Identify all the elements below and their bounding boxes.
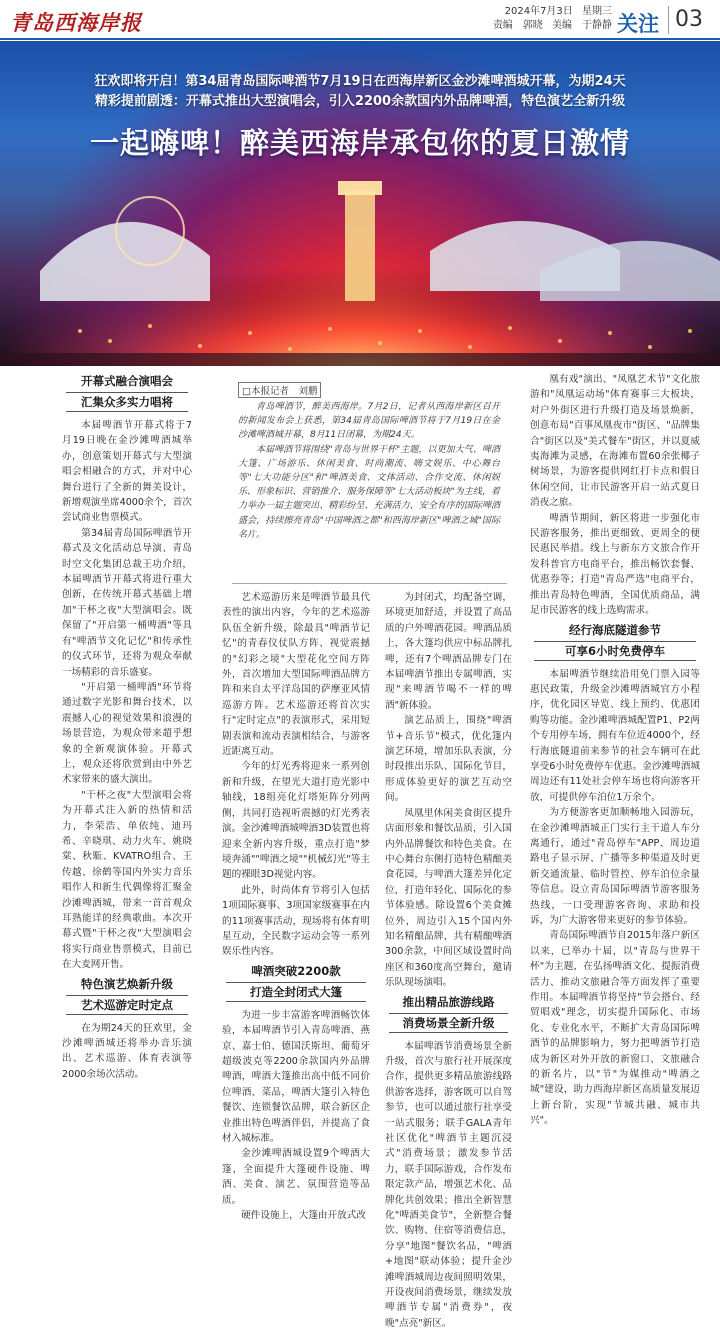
designer-credit: 美编 于静静 (552, 20, 612, 31)
paragraph: "开启第一桶啤酒"环节将通过数字光影和舞台技术，以震撼人心的视觉效果和浪漫的场景营造，为观众带来超乎想象的全新观演体验。开幕式上，观众还将欣赏到由中外艺术家带来的盛大演出。 (62, 681, 192, 786)
header-rule (0, 38, 720, 40)
section-title-line: 可享6小时免费停车 (534, 641, 696, 661)
subhead-line-1: 狂欢即将开启！第34届青岛国际啤酒节7月19日在西海岸新区金沙滩啤酒城开幕，为期24天 (94, 74, 626, 89)
lede-paragraph: 本届啤酒节将围绕"青岛与世界干杯"主题，以更加大气、啤酒大篷、广场游乐、休闲美食、时尚潮流、嗨文娱乐、中心舞台等"七大功能分区"和"啤酒美食、文体活动、合作交流、休闲娱乐、形象标识、营销推介、服务保障等"七大活动板块"为主线，着力举办一届主题突出、精彩纷呈、充满活力、安全有序的国际啤酒盛会，持续擦亮青岛"中国啤酒之都"和西海岸新区"啤酒之城"国际名片。 (238, 444, 500, 540)
paragraph: 为进一步丰富游客啤酒畅饮体验，本届啤酒节引入青岛啤酒、燕京、嘉士伯、德国沃斯坦、葡萄牙超级波克等2200余款国内外品牌啤酒，啤酒大篷推出高中低不同价位啤酒、菜品，啤酒大篷引入特色餐饮、连锁餐饮品牌，联合新区企业推出特色啤酒伴侣，并提高了食材入城标准。 (222, 1009, 370, 1144)
paragraph: 为方便游客更加顺畅地入园游玩，在金沙滩啤酒城正门实行主干道人车分离通行，通过"青岛停车"APP、周边道路电子显示屏、广播等多种渠道及时更新交通流量、临时管控、停车泊位余量等信息。设立青岛国际啤酒节游客服务热线，一口受理游客咨询、求助和投诉，为广大游客带来更好的参节体验。 (530, 807, 700, 926)
ground-shadow (0, 353, 720, 366)
section-title-tourism (385, 993, 512, 1033)
paragraph: 今年的灯光秀将迎来一系列创新和升级，在望光大道打造光影中轴线，18组亮化灯塔矩阵分列两侧，共同打造视听震撼的灯光秀表演。金沙滩啤酒城啤酒3D装置也将迎来全新内容升级，重点打造"梦境奔涌""啤酒之境""机械幻光"等主题的裸眼3D视觉内容。 (222, 761, 370, 881)
paragraph: 凰有戏"演出、"凤凰艺术节"文化旅游和"凤凰运动场"体育赛事三大板块，对户外街区进行升级打造及场景焕新，创意布局"百事凤凰夜市"街区、"品牌集合"街区以及"美式餐车"街区，并以夏威夷海滩为灵感，在海滩布置60余张椰子树场景，为游客提供网红打卡点和假日休闲空间，让市民游客开启一站式夏日消夜之旅。 (530, 374, 700, 509)
page-header (0, 0, 720, 40)
hero-subheadline (30, 72, 690, 112)
section-title-line: 经行海底隧道参节 (569, 622, 661, 637)
editor-credit: 责编 郭晓 (492, 20, 543, 31)
central-tower (345, 191, 375, 301)
section-title-line: 推出精品旅游线路 (402, 994, 495, 1009)
section-title-performance (62, 975, 192, 1015)
section-title-line: 开幕式融合演唱会 (81, 374, 173, 388)
article-column-2 (222, 590, 370, 1222)
section-title-line: 打造全封闭式大篷 (226, 982, 366, 1002)
section-title-opening (62, 372, 192, 412)
paragraph: 艺术巡游历来是啤酒节最具代表性的演出内容，今年的艺术巡游队伍全新升级，除最具"啤酒节记忆"的青春仪仗队方阵、视觉震撼的"幻彩之境"大型花化空间方阵外，首次增加大型国际啤酒品牌方阵和来自太平洋岛国的萨摩亚风情巡游方阵。艺术巡游还将首次实行"定时定点"的表演形式，采用短剧表演和流动表演相结合，与游客近距离互动。 (222, 592, 370, 758)
paragraph: 在为期24天的狂欢里，金沙滩啤酒城还将举办音乐演出、艺术巡游、体育表演等2000余场次活动。 (62, 1022, 192, 1080)
issue-date: 2024年7月3日 (504, 6, 573, 17)
main-headline: 一起嗨啤！醉美西海岸承包你的夏日激情 (89, 126, 630, 160)
paragraph: 啤酒节期间，新区将进一步强化市民游客服务，推出更细致、更周全的便民惠民举措。线上与新东方文旅合作开发科普官方电商平台，推出畅饮套餐、优惠券等；打造"青岛严选"电商平台，推出青岛特色啤酒，全国优质商品，满足市民游客的线上选购需求。 (530, 512, 700, 617)
lede-paragraph: 青岛啤酒节，醉美西海岸。7月2日，记者从西海岸新区召开的新闻发布会上获悉，第34届青岛国际啤酒节将于7月19日在金沙滩啤酒城开幕，8月11日闭幕，为期24天。 (238, 402, 500, 441)
section-title-line: 啤酒突破2200款 (251, 963, 341, 978)
paragraph: 为封闭式，均配备空调，环境更加舒适，并设置了高品质的户外啤酒花园。啤酒品质上，各大篷均供应中标品牌扎啤，还有7个啤酒品牌专门在本届啤酒节推出专属啤酒，实现"来啤酒节喝不一样的啤酒"新体验。 (385, 592, 512, 711)
header-meta (487, 5, 612, 33)
section-title-line: 消费场景全新升级 (389, 1013, 508, 1033)
paragraph: "干杯之夜"大型演唱会将为开幕式注入新的热情和活力，李荣浩、单依纯、迪玛希、辛晓琪、动力火车、姚晓棠、秋駈、KVATRO组合、王传越、徐鹤等国内外实力音乐唱作人和新生代偶像将汇聚金沙滩啤酒城，带来一首首观众耳熟能详的经典歌曲。本次开幕式暨"干杯之夜"大型演唱会将实行商业售票模式，目前已在大麦网开售。 (62, 789, 192, 971)
paragraph: 此外，时尚体育节将引入包括1项国际赛事、3项国家级赛事在内的11项赛事活动，现场将有体育明星互动，全民数字运动会等一系列娱乐性内容。 (222, 884, 370, 958)
subhead-line-2: 精彩提前剧透：开幕式推出大型演唱会，引入2200余款国内外品牌啤酒，特色演艺全新升级 (94, 94, 626, 109)
section-title-line: 汇集众多实力唱将 (66, 392, 188, 412)
lede-divider (232, 583, 507, 584)
section-title-parking (530, 621, 700, 661)
paragraph: 演艺品质上，围绕"啤酒节+音乐节"模式，优化篷内演艺环境，增加乐队表演，分时段推出乐队、国际化节目，形成体验更好的演艺互动空间。 (385, 715, 512, 804)
paragraph: 本届啤酒节消费场景全新升级，首次与旅行社开展深度合作，提供更多精品旅游线路供游客选择，游客既可以自驾参节，也可以通过旅行社享受一站式服务；联手GALA青年社区优化"啤酒节主题沉浸式"消费场景；激发参节活力，联手国际游戏，合作发布限定款产品，增强艺术化、品牌化共创效果；推出全新智慧化"啤酒美食节"，全新整合餐饮、购物、住宿等消费信息，分享"地图"餐饮名品，"啤酒+地图"联动体验；提升金沙滩啤酒城周边夜间照明效果，开设夜间消费场景，继续发放啤酒节专属"消费券"，夜晚"点亮"新区。 (385, 1040, 512, 1329)
paragraph: 金沙滩啤酒城设置9个啤酒大篷，全面提升大篷硬件设施、啤酒、美食、演艺、氛围营造等品质。 (222, 1148, 370, 1206)
masthead-logo: 青岛西海岸报 (10, 10, 142, 35)
paragraph: 硬件设施上，大篷由开放式改 (241, 1210, 366, 1222)
section-title-line: 特色演艺焕新升级 (81, 976, 173, 991)
article-lede (238, 400, 500, 542)
tower-cap (338, 181, 382, 195)
article-column-3 (385, 590, 512, 1329)
page-number: 03 (668, 6, 703, 34)
hero-photo (0, 41, 720, 366)
paragraph: 第34届青岛国际啤酒节开幕式及文化活动总导演、青岛时空文化集团总裁王功介绍，本届啤酒节开幕式将进行重大创新，在传统开幕式基础上增加"干杯之夜"大型演唱会。既保留了"开启第一桶啤酒"等具有"啤酒节文化记忆"和传承性的仪式环节，还将为观众奉献一场精彩的音乐盛宴。 (62, 527, 192, 678)
reporter-byline: □本报记者 刘鹏 (238, 382, 321, 398)
paragraph: 青岛国际啤酒节自2015年落户新区以来，已举办十届，以"青岛与世界干杯"为主题，在弘扬啤酒文化、提振消费活力、推动文旅融合等方面发挥了重要作用。本届啤酒节将坚持"节会搭台、经贸唱戏"理念，切实提升国际化、市场化、专业化水平，不断扩大青岛国际啤酒节的品牌影响力，努力把啤酒节打造成为新区对外开放的新窗口、文旅融合的新名片，以"节"为媒推动"啤酒之城"建设，助力西海岸新区高质量发展迈上新台阶，实现"节城共融、城市共兴"。 (530, 930, 700, 1127)
section-name: 关注 (617, 12, 659, 36)
paragraph: 本届啤酒节继续沿用免门票入园等惠民政策，升级金沙滩啤酒城官方小程序，优化园区导览、线上预约、优惠团购等功能。金沙滩啤酒城配置P1、P2两个专用停车场，拥有车位近4000个，经行海底隧道前来参节的社会车辆可在此享受6小时免费停车优惠。金沙滩啤酒城周边还有11处社会停车场也将向游客开放，可提供停车泊位1万余个。 (530, 668, 700, 803)
paragraph: 本届啤酒节开幕式将于7月19日晚在金沙滩啤酒城举办，创意策划开幕式与大型演唱会相融合的方式，并对中心舞台进行了全新的舞美设计，新增观演坐席4000余个，首次尝试商业售票模式。 (62, 420, 192, 524)
issue-weekday: 星期三 (582, 6, 612, 17)
section-title-beer (222, 962, 370, 1002)
section-title-line: 艺术巡游定时定点 (66, 995, 188, 1015)
article-column-1 (62, 370, 192, 1090)
article-column-4 (530, 372, 700, 1127)
paragraph: 凤凰里休闲美食街区提升店面形象和餐饮品质，引入国内外品牌餐饮和特色美食。在中心舞台东侧打造特色精酿美食花园，与啤酒大篷差异化定位，打造年轻化、国际化的参节体验感。除设置6个美食摊位外，周边引入15个国内外知名精酿品牌，共有精酿啤酒300余款，中间区域设置时尚座区和360度高空舞台，邀请乐队现场演唱。 (385, 807, 512, 989)
